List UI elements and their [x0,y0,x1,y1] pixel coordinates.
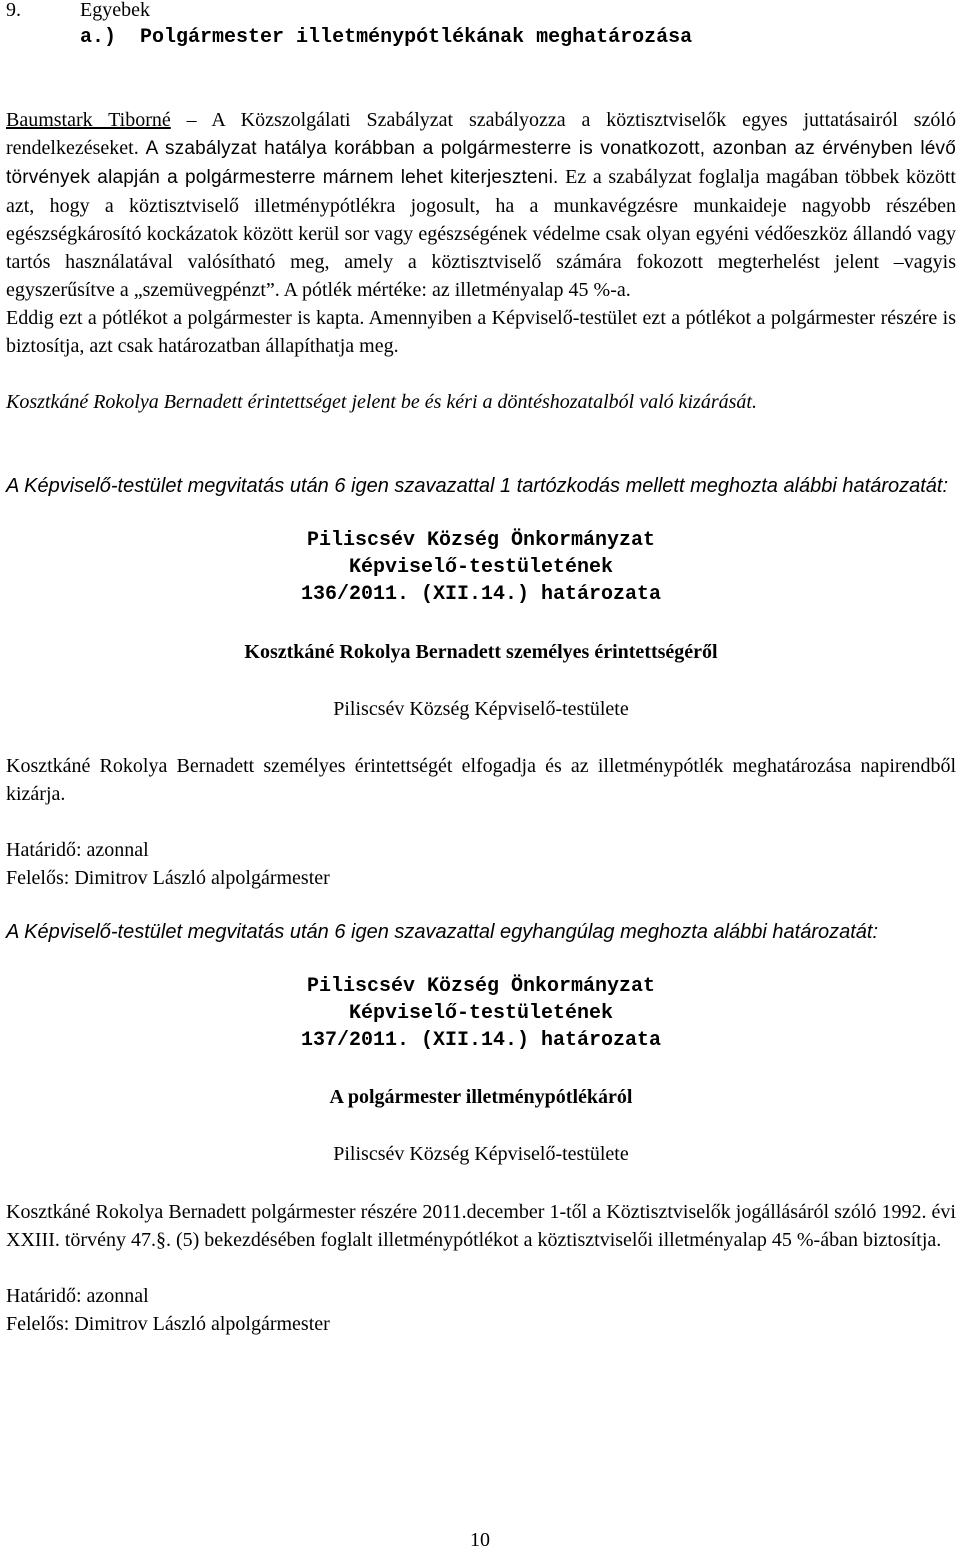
intro-paragraph-2: Eddig ezt a pótlékot a polgármester is kapta. Amennyiben a Képviselő-testület ezt a pótlékot a polgármester részére is biztosítja, azt csak határozatban állapíthatja meg. [6,307,956,357]
subsection-title: Polgármester illetménypótlékának meghatározása [140,26,693,49]
resolution-body-name-2: Piliscsév Község Képviselő-testülete [333,1143,629,1165]
page-number: 10 [470,1529,490,1551]
resolution-body-name-1: Piliscsév Község Képviselő-testülete [333,698,629,720]
document-page [6,0,956,1338]
intro-lead-text: – A Közszolgálati Szabályzat szabályozza a köztisztviselők egyes juttatásairól szóló rendelkezéseket. [6,109,956,159]
resolution-responsible-1: Felelős: Dimitrov László alpolgármester [6,867,330,889]
resolution-header-2 [6,973,956,1054]
intro-paragraph [6,106,956,304]
resolution-number: 137/2011. (XII.14.) határozata [300,1029,662,1052]
resolution-body: Képviselő-testületének [348,1002,614,1025]
section-title: Egyebek [80,0,150,21]
resolution-number: 136/2011. (XII.14.) határozata [300,583,662,606]
resolution-deadline-1: Határidő: azonnal [6,839,149,861]
intro-scope-text: A szabályzat hatálya korábban a polgármesterre is vonatkozott, azonban az érvényben lévő törvények alapján a polgármesterre márnem lehet kiterjeszteni. [6,138,956,188]
resolution-text-1: Kosztkáné Rokolya Bernadett személyes érintettségét elfogadja és az illetménypótlék meghatározása napirendből kizárja. [6,755,956,805]
resolution-header-1 [6,527,956,608]
resolution-subject-1: Kosztkáné Rokolya Bernadett személyes érintettségéről [244,641,718,663]
section-heading [6,0,956,24]
conflict-statement: Kosztkáné Rokolya Bernadett érintettséget jelent be és kéri a döntéshozatalból való kizárását. [6,391,757,413]
speaker-name: Baumstark Tiborné [6,109,171,131]
resolution-issuer: Piliscsév Község Önkormányzat [306,529,656,552]
subsection-label: a.) [80,26,117,49]
resolution-subject-2: A polgármester illetménypótlékáról [329,1086,633,1108]
section-number: 9. [6,0,21,21]
resolution-body: Képviselő-testületének [348,556,614,579]
resolution-issuer: Piliscsév Község Önkormányzat [306,975,656,998]
intro-body-text: Ez a szabályzat foglalja magában többek között azt, hogy a köztisztviselő illetménypótlékra jogosult, ha a munkavégzésre munkaideje nagyobb részében egészségkárosító kockázatok között kerül sor vagy egészségének védelme csak olyan egyéni védőeszköz állandó vagy tartós használatával valósítható meg, amely a köztisztviselő számára fokozott megterhelést jelent –vagyis egyszerűsítve a „szemüvegpénzt”. A pótlék mértéke: az illetményalap 45 %-a. [6,166,956,301]
resolution-responsible-2: Felelős: Dimitrov László alpolgármester [6,1313,330,1335]
resolution-deadline-2: Határidő: azonnal [6,1285,149,1307]
resolution-text-2: Kosztkáné Rokolya Bernadett polgármester részére 2011.december 1-től a Köztisztviselők jogállásáról szóló 1992. évi XXIII. törvény 47.§. (5) bekezdésében foglalt illetménypótlékot a köztisztviselői illetményalap 45 %-ában biztosítja. [6,1201,956,1251]
subsection-heading [6,24,956,52]
vote-statement-1: A Képviselő-testület megvitatás után 6 igen szavazattal 1 tartózkodás mellett meghozta alábbi határozatát: [6,475,949,497]
vote-statement-2: A Képviselő-testület megvitatás után 6 igen szavazattal egyhangúlag meghozta alábbi határozatát: [6,921,879,943]
